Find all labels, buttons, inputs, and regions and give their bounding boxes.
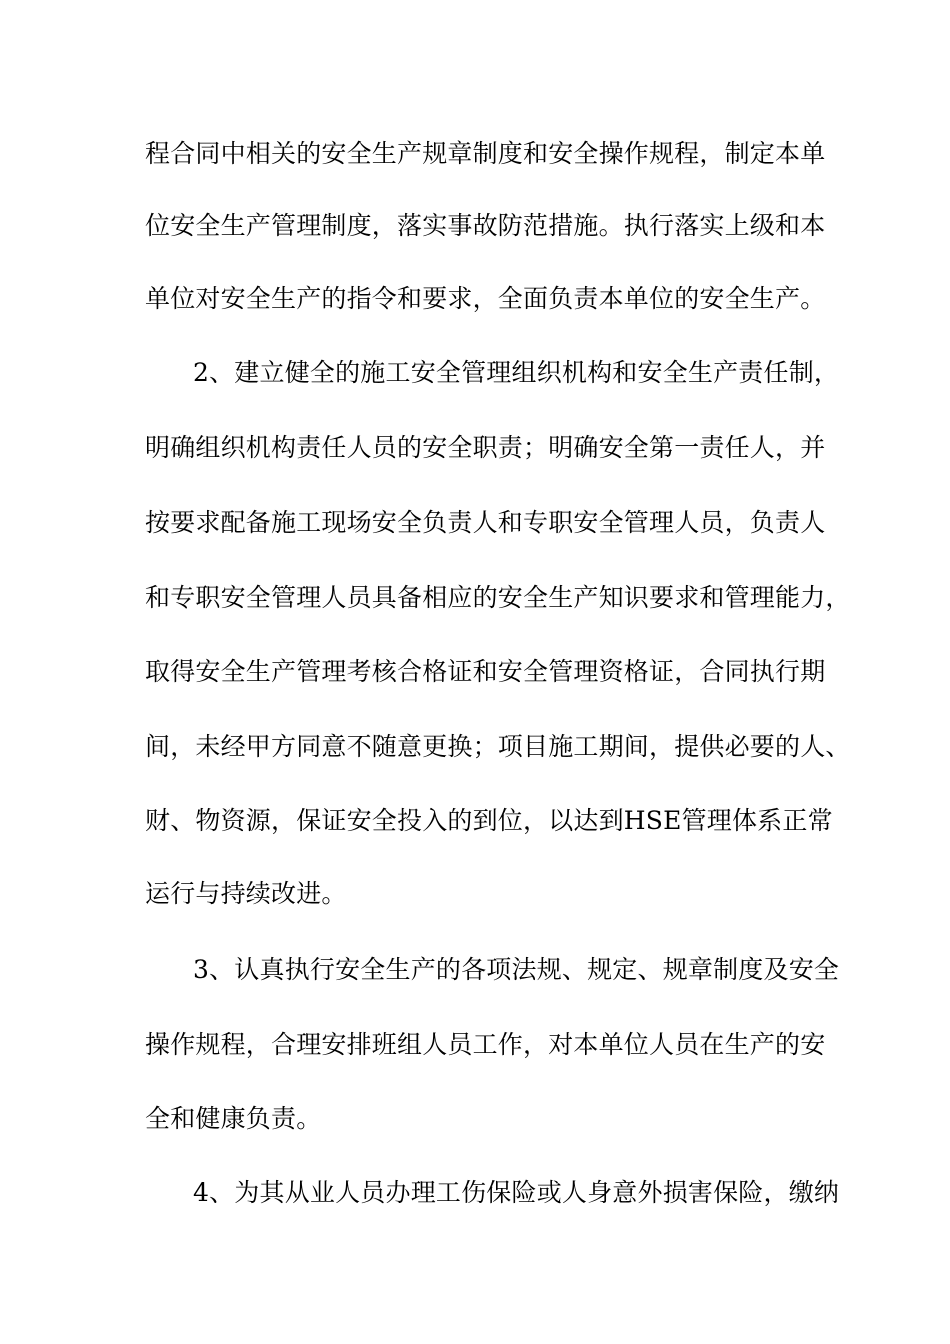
text-line: 单位对安全生产的指令和要求，全面负责本单位的安全生产。 <box>145 284 826 313</box>
paragraph-start-line: 4、为其从业人员办理工伤保险或人身意外损害保险，缴纳 <box>193 1178 840 1207</box>
paragraph-start-line: 2、建立健全的施工安全管理组织机构和安全生产责任制， <box>193 358 840 387</box>
text-line: 财、物资源，保证安全投入的到位，以达到HSE管理体系正常 <box>145 806 833 835</box>
text-line: 取得安全生产管理考核合格证和安全管理资格证，合同执行期 <box>145 657 826 686</box>
text-line: 明确组织机构责任人员的安全职责；明确安全第一责任人，并 <box>145 433 826 462</box>
text-line: 间，未经甲方同意不随意更换；项目施工期间，提供必要的人、 <box>145 732 851 761</box>
text-line: 位安全生产管理制度，落实事故防范措施。执行落实上级和本 <box>145 211 826 240</box>
text-line: 程合同中相关的安全生产规章制度和安全操作规程，制定本单 <box>145 139 826 168</box>
text-line: 按要求配备施工现场安全负责人和专职安全管理人员，负责人 <box>145 508 826 537</box>
text-line: 和专职安全管理人员具备相应的安全生产知识要求和管理能力， <box>145 583 851 612</box>
text-line: 运行与持续改进。 <box>145 879 347 908</box>
paragraph-start-line: 3、认真执行安全生产的各项法规、规定、规章制度及安全 <box>193 955 840 984</box>
text-line: 全和健康负责。 <box>145 1104 322 1133</box>
text-line: 操作规程，合理安排班组人员工作，对本单位人员在生产的安 <box>145 1030 826 1059</box>
